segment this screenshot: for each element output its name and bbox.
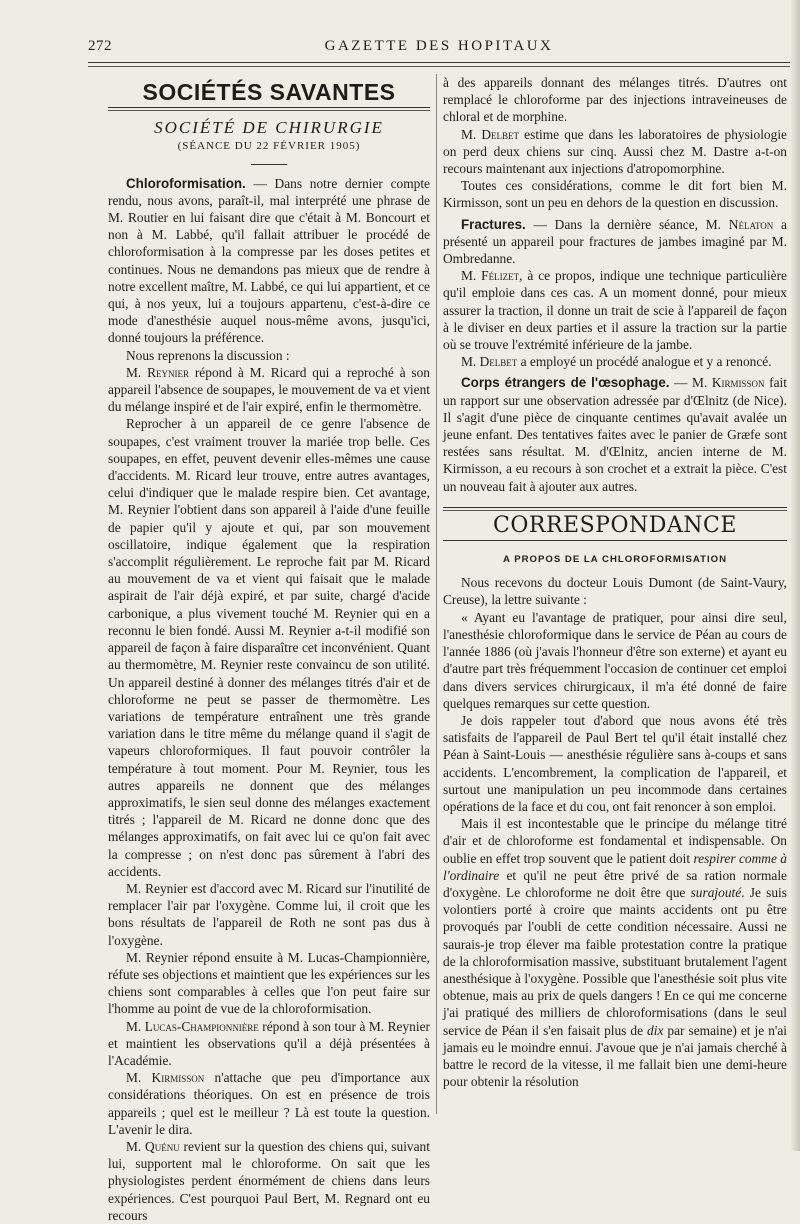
journal-title: GAZETTE DES HOPITAUX: [324, 38, 554, 54]
paragraph: Mais il est incontestable que le principe du mélange titré d'air et de chloroforme est fondamental et indispensable. On oublie en effet trop souvent que le patient doit respirer comme à l'ordinaire et qu'il ne peut être privé de sa ration normale d'oxygène. Le chloroforme ne doit être que surajouté. Je suis volontiers porté à croire que maints accidents ont pu être provoqués par l'oubli de cette condition nécessaire. Aussi ne saurais-je trop élever ma faible protestation contre la pratique de la chloroformisation massive, substituant brutalement l'agent anesthésique à l'oxygène. Possible que l'anesthésie soit plus vite obtenue, mais au prix de quels dangers ! En ce qui me concerne j'ai pratiqué des milliers de chloroformisations (dans le seul service de Péan il s'en faisait plus de dix par semaine) et je n'ai jamais eu le moindre ennui. J'avoue que je n'ai jamais cherché à battre le record de la vitesse, il me fallait bien une demi-heure pour obtenir la résolution: [443, 816, 787, 1090]
paragraph: M. Quénu revient sur la question des chiens qui, suivant lui, supportent mal le chloroforme. On sait que les physiologistes perdent énormément de chiens dans leurs expériences. C'est pourquoi Paul Bert, M. Regnard ont eu recours: [108, 1138, 430, 1223]
speaker-name: M. Kirmisson: [126, 1070, 205, 1086]
topic-heading: Fractures.: [461, 216, 526, 232]
paragraph: M. Delbet a employé un procédé analogue et y a renoncé.: [461, 354, 772, 370]
column-divider: [436, 74, 437, 1114]
section-header-correspondance: [443, 507, 787, 541]
speaker-name: M. Reynier: [126, 364, 190, 380]
header-rule: [88, 62, 790, 63]
speaker-name: M. Lucas-Championnière: [126, 1018, 259, 1034]
running-header: [88, 38, 790, 60]
right-column: [443, 74, 787, 1090]
paragraph: M. Félizet, à ce propos, indique une technique particulière qu'il emploie dans ces cas. A un moment donné, pour mieux assurer la traction, il donne un trait de scie à l'appareil de façon à le diviser en deux parties et il assure la traction sur la partie où se trouve l'extrémité inférieure de la jambe.: [443, 268, 787, 353]
topic-heading: Chloroformisation.: [126, 175, 246, 191]
speaker-name: M. Delbet: [461, 354, 518, 370]
speaker-name: M. Quénu: [126, 1138, 180, 1154]
section-header-societes: [108, 78, 430, 111]
paragraph: Fractures. — Dans la dernière séance, M. Nélaton a présenté un appareil pour fractures de jambes imaginé par M. Ombredanne.: [443, 216, 787, 267]
paragraph: M. Kirmisson n'attache que peu d'importance aux considérations théoriques. On est en présence de trois appareils ; quel est le meilleur ? Là est toute la question. L'avenir le dira.: [108, 1070, 430, 1137]
topic-heading: Corps étrangers de l'œsophage.: [461, 375, 670, 391]
paragraph: Nous recevons du docteur Louis Dumont (de Saint-Vaury, Creuse), la lettre suivante :: [443, 575, 787, 608]
paragraph: Chloroformisation. — Dans notre dernier compte rendu, nous avons, paraît-il, mal interprété une phrase de M. Routier en lui faisant dire que c'était à M. Boncourt et non à M. Labbé, qu'il fallait attribuer le procédé de chloroformisation à la compresse par les doses petites et continues. Nous ne demandons pas mieux que de rendre à notre excellent maître, M. Labbé, ce qui lui appartient, et ce qui, à nos yeux, lui a toujours appartenu, c'est-à-dire ce mode d'anesthésie auquel nous-même avons, jusqu'ici, donné toujours la préférence.: [108, 175, 430, 346]
sub-heading: A PROPOS DE LA CHLOROFORMISATION: [502, 554, 728, 566]
paragraph: M. Reynier répond à M. Ricard qui a reproché à son appareil l'absence de soupapes, le mouvement de va et vient du mélange inspiré et de l'air expiré, enfin le thermomètre.: [108, 364, 430, 415]
society-name: SOCIÉTÉ DE CHIRURGIE: [154, 118, 384, 138]
session-date: (SÉANCE DU 22 FÉVRIER 1905): [177, 140, 361, 153]
paragraph: Toutes ces considérations, comme le dit fort bien M. Kirmisson, sont un peu en dehors de la question en discussion.: [443, 178, 787, 211]
paragraph: Reprocher à un appareil de ce genre l'absence de soupapes, c'est vraiment trouver la mariée trop belle. Ces soupapes, en effet, peuvent devenir elles-mêmes une cause d'accidents. M. Ricard leur trouve, entre autres avantages, celui d'indiquer que le malade respire bien. Cet avantage, M. Reynier l'obtient dans son appareil à l'aide d'une feuille de papier qu'il y ajoute et qui, par son mouvement oscillatoire, indique également que la respiration s'accomplit régulièrement. Le reproche fait par M. Ricard au mouvement de va et vient qui faisait que le malade aspirait de l'air déjà expiré, et par suite, chargé d'acide carbonique, a plus vivement touché M. Reynier qui en a reconnu le bien fondé. Aussi M. Reynier a-t-il modifié son appareil de façon à faire disparaître cet inconvénient. Quant au thermomètre, M. Reynier reste convaincu de son utilité. Un appareil destiné à donner des mélanges titrés d'air et de chloroforme ne peut se passer de thermomètre. Les variations de température entraînent une très grande variation dans le titre même du mélange quand il s'agit de vapeurs chloroformiques. Il faut pouvoir contrôler la température à tout moment. Pour M. Reynier, tous les autres appareils ne donnent que des mélanges approximatifs, le sien seul donne des mélanges exactement titrés ; l'appareil de M. Ricard ne donne donc que des mélanges approximatifs, on fait avec lui ce qu'on fait avec la compresse ; on n'est donc pas sûrement à l'abri des accidents.: [108, 416, 430, 879]
left-column: [108, 74, 430, 1224]
page-edge-shadow: [790, 0, 800, 1151]
paragraph: Corps étrangers de l'œsophage. — M. Kirmisson fait un rapport sur une observation adressée par d'Œlnitz (de Nice). Il s'agit d'une pièce de cinquante centimes qu'avait avalée un jeune enfant. Des tentatives faites avec le panier de Græfe sont restées sans résultat. M. d'Œlnitz, ancien interne de M. Kirmisson, a eu recours à son crochet et a extrait la pièce. C'est un nouveau fait à ajouter aux autres.: [443, 375, 787, 494]
paragraph: M. Reynier est d'accord avec M. Ricard sur l'inutilité de remplacer l'air par l'oxygène. Comme lui, il croit que les bons résultats de l'appareil de Roth ne sont pas dus à l'oxygène.: [108, 880, 430, 948]
paragraph: M. Delbet estime que dans les laboratoires de physiologie on perd deux chiens sur cinq. Aussi chez M. Dastre a-t-on recours maintenant aux injections d'atropomorphine.: [443, 126, 787, 177]
section-title: SOCIÉTÉS SAVANTES: [142, 79, 396, 105]
speaker-name: M. Delbet: [461, 126, 520, 142]
short-divider: [251, 164, 287, 165]
speaker-name: Kirmisson: [711, 375, 765, 391]
section-rule: [443, 540, 787, 541]
paragraph: M. Reynier répond ensuite à M. Lucas-Championnière, réfute ses objections et maintient que les expériences sur les chiens sont comparables à celles que l'on peut faire sur l'homme au point de vue de la chloroformisation.: [108, 949, 430, 1017]
paragraph: M. Lucas-Championnière répond à son tour à M. Reynier et maintient les observations qu'il a déjà présentées à l'Académie.: [108, 1018, 430, 1068]
paragraph: Nous reprenons la discussion :: [126, 347, 290, 363]
paragraph: à des appareils donnant des mélanges titrés. D'autres ont remplacé le chloroforme par des injections intraveineuses de chloral et de morphine.: [443, 75, 787, 125]
paragraph: « Ayant eu l'avantage de pratiquer, pour ainsi dire seul, l'anesthésie chloroformique dans le service de Péan au cours de l'année 1886 (où j'avais l'honneur d'être son externe) et ayant eu d'autre part très fréquemment l'occasion de continuer cet emploi dans divers services chirurgicaux, il m'a été donné de faire quelques remarques sur cette question.: [443, 609, 787, 711]
section-title: CORRESPONDANCE: [493, 512, 737, 538]
section-rule: [443, 507, 787, 508]
header-rule-thin: [88, 66, 790, 67]
section-rule: [108, 107, 430, 108]
speaker-name: Nélaton: [728, 216, 774, 232]
speaker-name: M. Félizet: [461, 268, 520, 284]
paragraph: Je dois rappeler tout d'abord que nous avons été très satisfaits de l'appareil de Paul Bert tel qu'il était installé chez Péan à Saint-Louis — anesthésie régulière sans à-coups et sans accidents. L'encombrement, la complication de l'appareil, et surtout une manipulation un peu incommode dans certaines opérations de la face et du cou, ont fait renoncer à son emploi.: [443, 712, 787, 814]
section-rule-thin: [108, 110, 430, 111]
page-number: 272: [88, 38, 112, 54]
